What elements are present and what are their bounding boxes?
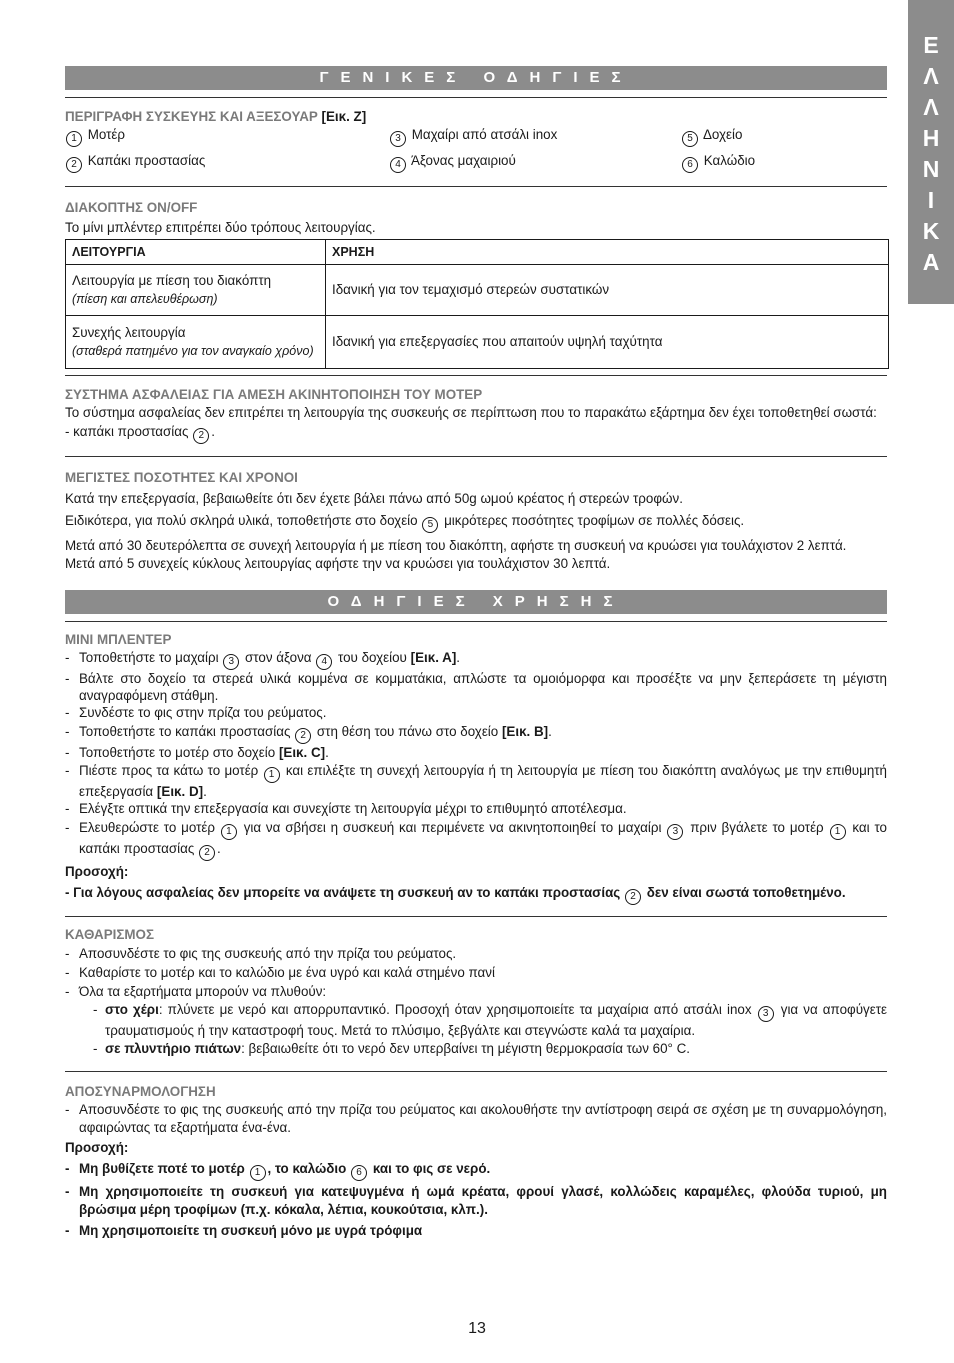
circle-number: 3 (667, 824, 683, 840)
max-p2 (65, 512, 887, 533)
list-item: - Τοποθετήστε το μοτέρ στο δοχείο [Εικ. C]. (65, 744, 887, 763)
list-item: - Συνδέστε το φις στην πρίζα του ρεύματος. (65, 704, 887, 723)
text: : πλύνετε με νερό και απορρυπαντικό. Προσοχή όταν χρησιμοποιείτε τα μαχαίρια από ατσάλι inox (158, 1001, 752, 1017)
component-label: Καλώδιο (703, 153, 756, 168)
mode-note: (σταθερά πατημένο για τον αναγκαίο χρόνο) (72, 344, 314, 358)
max-p3: Μετά από 30 δευτερόλεπτα σε συνεχή λειτουργία ή με πίεση του διακόπτη, αφήστε τη συσκευή να κρυώσει για τουλάχιστον 2 λεπτά. (65, 538, 847, 553)
circle-number: 3 (390, 131, 406, 147)
mode-name: Συνεχής λειτουργία (72, 325, 186, 340)
section-band-general: ΓΕΝΙΚΕΣ ΟΔΗΓΙΕΣ (65, 66, 887, 90)
text: μικρότερες ποσότητες τροφίμων σε πολλές δόσεις. (444, 513, 745, 528)
circle-number: 5 (422, 517, 438, 533)
page-number: 13 (468, 1320, 486, 1337)
figure-ref: [Εικ. D] (156, 784, 204, 800)
table-cell: Ιδανική για τον τεμαχισμό στερεών συστατικών (326, 265, 889, 316)
components-list (65, 126, 887, 173)
text: στον άξονα (245, 650, 312, 665)
lang-letter: Λ (923, 63, 939, 89)
list-item: - Μη χρησιμοποιείτε τη συσκευή για κατεψυγμένα ή ωμά κρέατα, φρουί γλασέ, κολλώδεις καραμέλες, φλούδα τυριού, μη βρώσιμα μέρη τροφίμων (π.χ. κόκαλα, λέπια, κουκούτσια, κλπ.). (65, 1183, 887, 1219)
divider (65, 97, 887, 98)
heading-onoff: ΔΙΑΚΟΠΤΗΣ ON/OFF (65, 200, 198, 215)
safety-text: Το σύστημα ασφαλείας δεν επιτρέπει τη λειτουργία της συσκευής σε περίπτωση που το παρακάτω εξάρτημα δεν έχει τοποθετηθεί σωστά: (65, 405, 877, 420)
steps-list (65, 649, 887, 861)
heading-description (65, 108, 887, 126)
text: και επιλέξτε τη συνεχή λειτουργία ή τη λειτουργία με πίεση του διακόπτη αναλόγως με την επιθυμητή επεξεργασία (79, 763, 888, 800)
mode-note: (πίεση και απελευθέρωση) (72, 292, 218, 306)
figure-ref: [Εικ. C] (278, 744, 326, 760)
lang-letter: Ν (922, 156, 940, 182)
divider (65, 456, 887, 457)
list-item: - Καθαρίστε το μοτέρ και το καλώδιο με ένα υγρό και καλά στημένο πανί (65, 963, 887, 982)
circle-number: 1 (221, 824, 237, 840)
circle-number: 2 (625, 889, 641, 905)
method-label: σε πλυντήριο πιάτων (105, 1040, 242, 1056)
wash-methods (79, 1001, 887, 1058)
text: για να σβήσει η συσκευή και περιμένετε να ακινητοποιηθεί το μαχαίρι (243, 819, 662, 835)
circle-number: 4 (390, 157, 406, 173)
list-item (93, 1001, 887, 1040)
lang-letter: Η (922, 125, 940, 151)
method-label: στο χέρι (105, 1001, 159, 1017)
list-item: - Μη χρησιμοποιείτε τη συσκευή μόνο με υγρά τρόφιμα (65, 1221, 887, 1240)
list-item: - Τοποθετήστε το μαχαίρι 3 στον άξονα 4 του δοχείου [Εικ. Α]. (65, 649, 887, 670)
list-item: - Βάλτε στο δοχείο τα στερεά υλικά κομμένα σε κομματάκια, απλώστε τα ομοιόμορφα και προσέξτε να μην ξεπεράσετε τη μέγιστη αναγραφόμενη στάθμη. (65, 670, 887, 704)
divider (65, 916, 887, 917)
component-item (681, 126, 887, 147)
table-header: ΧΡΗΣΗ (326, 240, 889, 265)
circle-number: 3 (223, 654, 239, 670)
list-item (93, 1040, 887, 1058)
disassembly-list (65, 1101, 887, 1137)
list-item (65, 982, 887, 1058)
component-label: Μαχαίρι από ατσάλι inox (411, 127, 558, 142)
table-cell (66, 265, 326, 316)
heading-safety: ΣΥΣΤΗΜΑ ΑΣΦΑΛΕΙΑΣ ΓΙΑ ΑΜΕΣΗ ΑΚΙΝΗΤΟΠΟΙΗΣΗ ΤΟΥ ΜΟΤΕΡ (65, 387, 483, 402)
text: Ειδικότερα, για πολύ σκληρά υλικά, τοποθετήστε στο δοχείο (65, 513, 418, 528)
circle-number: 3 (758, 1006, 774, 1022)
component-label: Δοχείο (702, 127, 743, 142)
warning-text (65, 884, 887, 905)
divider (65, 186, 887, 187)
list-item: - Τοποθετήστε το καπάκι προστασίας 2 στη θέση του πάνω στο δοχείο [Εικ. Β]. (65, 723, 887, 744)
table-header: ΛΕΙΤΟΥΡΓΙΑ (66, 240, 326, 265)
circle-number: 2 (199, 845, 215, 861)
text: και το φις σε νερό. (372, 1160, 491, 1176)
table-cell (66, 316, 326, 369)
warning-list (65, 1159, 887, 1240)
circle-number: 5 (682, 131, 698, 147)
section-band-usage: ΟΔΗΓΙΕΣ ΧΡΗΣΗΣ (65, 590, 887, 614)
text: στη θέση του πάνω στο δοχείο (316, 723, 499, 739)
table-header-row (66, 240, 889, 265)
circle-number: 2 (295, 728, 311, 744)
circle-number: 6 (351, 1165, 367, 1181)
page-content (65, 66, 887, 1240)
component-item (681, 152, 887, 173)
circle-number: 1 (264, 767, 280, 783)
text: Μη βυθίζετε ποτέ το μοτέρ (79, 1160, 245, 1176)
text: : βεβαιωθείτε ότι το νερό δεν υπερβαίνει τη μέγιστη θερμοκρασία των 60° C. (241, 1040, 691, 1056)
divider (65, 375, 887, 376)
list-item: - Πιέστε προς τα κάτω το μοτέρ 1 και επιλέξτε τη συνεχή λειτουργία ή τη λειτουργία με πίεση του διακόπτη αναλόγως με την επιθυμητή επεξεργασία [Εικ. D]. (65, 762, 887, 800)
text: Τοποθετήστε το μαχαίρι (79, 650, 219, 665)
lang-letter: Κ (922, 218, 940, 244)
component-label: Μοτέρ (87, 127, 126, 142)
table-row (66, 316, 889, 369)
modes-table (65, 239, 889, 369)
list-item: - Αποσυνδέστε το φις της συσκευής από την πρίζα του ρεύματος. (65, 944, 887, 963)
safety-item: - καπάκι προστασίας 2 . (65, 423, 887, 444)
component-item (389, 126, 681, 147)
lang-letter: Ι (927, 187, 935, 213)
heading-max: ΜΕΓΙΣΤΕΣ ΠΟΣΟΤΗΤΕΣ ΚΑΙ ΧΡΟΝΟΙ (65, 470, 298, 485)
figure-ref: [Εικ. Β] (501, 723, 549, 739)
component-label: Καπάκι προστασίας (87, 153, 206, 168)
attention-label: Προσοχή: (65, 863, 129, 879)
table-row (66, 265, 889, 316)
circle-number: 6 (682, 157, 698, 173)
max-p4: Μετά από 5 συνεχείς κύκλους λειτουργίας αφήστε την να κρυώσει για τουλάχιστον 30 λεπτά. (65, 556, 611, 571)
heading-disassembly: ΑΠΟΣΥΝΑΡΜΟΛΟΓΗΣΗ (65, 1083, 216, 1099)
table-cell: Ιδανική για επεξεργασίες που απαιτούν υψηλή ταχύτητα (326, 316, 889, 369)
text: Τοποθετήστε το μοτέρ στο δοχείο (79, 744, 276, 760)
text: για να αποφύγετε τραυματισμούς ή την καταστροφή τους. Μετά το πλύσιμο, ξεβγάλτε και στεγνώστε καλά τα μαχαίρια. (105, 1001, 887, 1038)
text: πριν βγάλετε το μοτέρ (690, 819, 824, 835)
item-text: - καπάκι προστασίας (65, 424, 189, 439)
onoff-intro: Το μίνι μπλέντερ επιτρέπει δύο τρόπους λειτουργίας. (65, 220, 376, 235)
language-tab (908, 0, 954, 304)
heading-mini-blender: ΜΙΝΙ ΜΠΛΕΝΤΕΡ (65, 632, 172, 647)
text: και το καπάκι προστασίας (79, 819, 887, 856)
text: δεν είναι σωστά τοποθετημένο. (646, 884, 846, 900)
list-item: - Αποσυνδέστε το φις της συσκευής από την πρίζα του ρεύματος και ακολουθήστε την αντίστροφη σειρά σε σχέση με τη συναρμολόγηση, αφαιρώντας τα εξαρτήματα ένα-ένα. (65, 1101, 887, 1137)
divider (65, 1071, 887, 1072)
circle-number: 2 (193, 428, 209, 444)
text: Ελευθερώστε το μοτέρ (79, 819, 215, 835)
divider (65, 621, 887, 622)
heading-cleaning: ΚΑΘΑΡΙΣΜΟΣ (65, 926, 155, 942)
circle-number: 1 (66, 131, 82, 147)
circle-number: 4 (316, 654, 332, 670)
text: του δοχείου (338, 650, 407, 665)
circle-number: 1 (250, 1165, 266, 1181)
component-item (65, 152, 389, 173)
lang-letter: Α (922, 249, 940, 275)
list-item (65, 1159, 887, 1181)
component-item (65, 126, 389, 147)
text: Όλα τα εξαρτήματα μπορούν να πλυθούν: (79, 983, 327, 999)
text: - Για λόγους ασφαλείας δεν μπορείτε να ανάψετε τη συσκευή αν το καπάκι προστασίας (65, 884, 621, 900)
text: Τοποθετήστε το καπάκι προστασίας (79, 723, 291, 739)
lang-letter: Λ (923, 94, 939, 120)
figure-ref: [Εικ. Ζ] (321, 109, 367, 124)
list-item: - Ελέγξτε οπτικά την επεξεργασία και συνεχίστε τη λειτουργία μέχρι το επιθυμητό αποτέλεσμα. (65, 800, 887, 819)
lang-letter: Ε (923, 32, 939, 58)
figure-ref: [Εικ. Α] (410, 650, 457, 665)
mode-name: Λειτουργία με πίεση του διακόπτη (72, 273, 272, 288)
attention-label: Προσοχή: (65, 1139, 129, 1155)
text: Πιέστε προς τα κάτω το μοτέρ (79, 763, 259, 779)
max-p1: Κατά την επεξεργασία, βεβαιωθείτε ότι δεν έχετε βάλει πάνω από 50g ωμού κρέατος ή στερεών τροφών. (65, 491, 683, 506)
component-label: Άξονας μαχαιριού (410, 153, 516, 168)
circle-number: 2 (66, 157, 82, 173)
component-item (389, 152, 681, 173)
text: , το καλώδιο (267, 1160, 347, 1176)
heading-text: ΠΕΡΙΓΡΑΦΗ ΣΥΣΚΕΥΗΣ ΚΑΙ ΑΞΕΣΟΥΑΡ (65, 109, 318, 124)
cleaning-list (65, 944, 887, 1058)
list-item: - Ελευθερώστε το μοτέρ 1 για να σβήσει η συσκευή και περιμένετε να ακινητοποιηθεί το μαχαίρι 3 πριν βγάλετε το μοτέρ 1 και το καπάκι προστασίας 2 . (65, 819, 887, 861)
circle-number: 1 (830, 824, 846, 840)
